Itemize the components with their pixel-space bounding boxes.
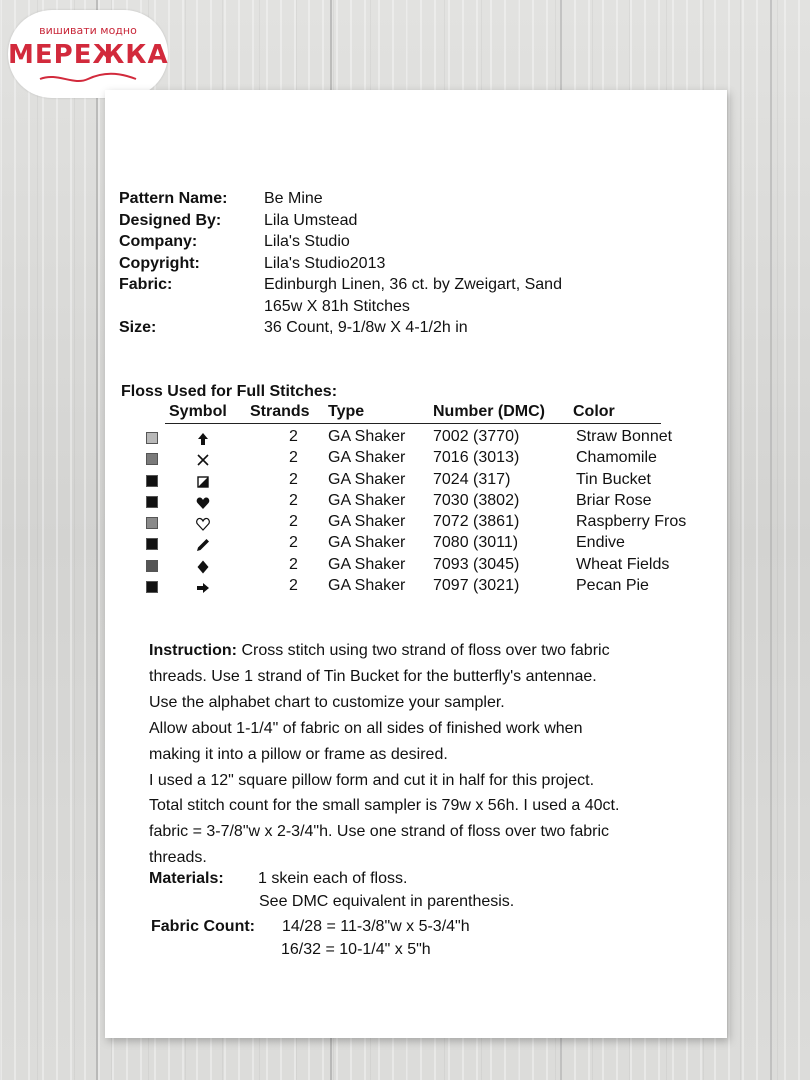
floss-title: Floss Used for Full Stitches: bbox=[121, 383, 338, 400]
instruction-line: Total stitch count for the small sampler is 79w x 56h. I used a 40ct. bbox=[149, 797, 620, 815]
number-cell: 7024 (317) bbox=[433, 470, 511, 488]
brand-logo bbox=[8, 10, 168, 98]
up-arrow-icon bbox=[195, 431, 211, 447]
number-cell: 7093 (3045) bbox=[433, 555, 520, 573]
type-cell: GA Shaker bbox=[328, 470, 406, 488]
half-square-icon bbox=[195, 474, 211, 490]
materials-label: Materials: bbox=[149, 870, 224, 887]
meta-value: Lila's Studio2013 bbox=[264, 254, 386, 272]
type-cell: GA Shaker bbox=[328, 577, 406, 595]
type-cell: GA Shaker bbox=[328, 534, 406, 552]
fabric-count-label: Fabric Count: bbox=[151, 918, 255, 935]
type-cell: GA Shaker bbox=[328, 428, 406, 445]
number-cell: 7002 (3770) bbox=[433, 428, 520, 445]
color-cell: Tin Bucket bbox=[576, 470, 651, 488]
instruction-text: Cross stitch using two strand of floss over two fabric bbox=[237, 642, 610, 659]
table-row bbox=[105, 556, 727, 577]
table-row bbox=[105, 471, 727, 492]
number-cell: 7080 (3011) bbox=[433, 534, 519, 552]
instruction-line: threads. Use 1 strand of Tin Bucket for the butterfly's antennae. bbox=[149, 667, 597, 685]
header-underline bbox=[165, 423, 661, 424]
instruction-label: Instruction: bbox=[149, 642, 237, 659]
pattern-sheet bbox=[105, 90, 727, 1038]
strands-cell: 2 bbox=[289, 577, 298, 595]
number-cell: 7030 (3802) bbox=[433, 491, 520, 509]
table-row bbox=[105, 428, 727, 449]
meta-label: Copyright: bbox=[119, 254, 200, 272]
meta-value: 36 Count, 9-1/8w X 4-1/2h in bbox=[264, 319, 468, 336]
right-arrow-icon bbox=[195, 580, 211, 596]
color-swatch bbox=[146, 581, 158, 593]
color-swatch bbox=[146, 560, 158, 572]
color-swatch bbox=[146, 517, 158, 529]
color-swatch bbox=[146, 496, 158, 508]
instruction-line: fabric = 3-7/8"w x 2-3/4"h. Use one strand of floss over two fabric bbox=[149, 823, 610, 841]
logo-thread-icon bbox=[38, 72, 138, 86]
header-strands: Strands bbox=[250, 403, 310, 420]
meta-label: Size: bbox=[119, 319, 157, 336]
color-cell: Endive bbox=[576, 534, 625, 552]
meta-value: Lila's Studio bbox=[264, 233, 350, 250]
floss-table-body bbox=[105, 428, 727, 598]
color-cell: Briar Rose bbox=[576, 491, 652, 509]
meta-label: Designed By: bbox=[119, 211, 222, 229]
color-cell: Chamomile bbox=[576, 449, 657, 467]
instruction-line: I used a 12" square pillow form and cut it in half for this project. bbox=[149, 771, 595, 789]
header-type: Type bbox=[328, 403, 365, 420]
instruction-block bbox=[149, 638, 709, 871]
strands-cell: 2 bbox=[289, 555, 298, 573]
materials-line bbox=[149, 893, 709, 916]
instruction-line: Allow about 1-1/4" of fabric on all sides of finished work when bbox=[149, 719, 583, 737]
fabric-count-text: 14/28 = 11-3/8"w x 5-3/4"h bbox=[282, 918, 470, 935]
header-symbol: Symbol bbox=[169, 403, 227, 420]
instruction-line bbox=[149, 638, 709, 664]
header-number: Number (DMC) bbox=[433, 403, 545, 420]
strands-cell: 2 bbox=[289, 428, 298, 445]
strands-cell: 2 bbox=[289, 491, 298, 509]
meta-value: Be Mine bbox=[264, 190, 323, 207]
type-cell: GA Shaker bbox=[328, 513, 406, 531]
meta-label: Pattern Name: bbox=[119, 190, 228, 207]
materials-block bbox=[149, 870, 709, 964]
diamond-icon bbox=[195, 559, 211, 575]
strands-cell: 2 bbox=[289, 534, 298, 552]
instruction-line: threads. bbox=[149, 849, 207, 867]
type-cell: GA Shaker bbox=[328, 555, 406, 573]
materials-text: See DMC equivalent in parenthesis. bbox=[259, 893, 515, 910]
color-swatch bbox=[146, 538, 158, 550]
strands-cell: 2 bbox=[289, 513, 298, 531]
color-cell: Straw Bonnet bbox=[576, 428, 673, 445]
logo-brand: МЕРЕЖКА bbox=[8, 40, 169, 70]
table-row bbox=[105, 513, 727, 534]
strands-cell: 2 bbox=[289, 470, 298, 488]
fabric-count-line bbox=[149, 941, 709, 964]
type-cell: GA Shaker bbox=[328, 491, 406, 509]
meta-value: Edinburgh Linen, 36 ct. by Zweigart, Sand bbox=[264, 276, 562, 293]
instruction-line: Use the alphabet chart to customize your sampler. bbox=[149, 693, 505, 711]
type-cell: GA Shaker bbox=[328, 449, 406, 467]
meta-value: Lila Umstead bbox=[264, 211, 358, 229]
color-swatch bbox=[146, 432, 158, 444]
color-cell: Raspberry Fros bbox=[576, 513, 687, 531]
meta-value: 165w X 81h Stitches bbox=[264, 297, 410, 315]
color-swatch bbox=[146, 475, 158, 487]
color-cell: Wheat Fields bbox=[576, 555, 670, 573]
color-cell: Pecan Pie bbox=[576, 577, 649, 595]
heart-outline-icon bbox=[195, 516, 211, 532]
number-cell: 7016 (3013) bbox=[433, 449, 520, 467]
color-swatch bbox=[146, 453, 158, 465]
meta-label: Fabric: bbox=[119, 276, 173, 293]
pencil-icon bbox=[195, 537, 211, 553]
table-row bbox=[105, 492, 727, 513]
table-row bbox=[105, 577, 727, 598]
cross-icon bbox=[195, 452, 211, 468]
header-color: Color bbox=[573, 403, 615, 420]
heart-filled-icon bbox=[195, 495, 211, 511]
number-cell: 7072 (3861) bbox=[433, 513, 520, 531]
materials-text: 1 skein each of floss. bbox=[258, 870, 408, 887]
meta-label: Company: bbox=[119, 233, 198, 250]
instruction-line: making it into a pillow or frame as desired. bbox=[149, 745, 448, 763]
fabric-count-text: 16/32 = 10-1/4" x 5"h bbox=[281, 941, 431, 958]
strands-cell: 2 bbox=[289, 449, 298, 467]
materials-line bbox=[149, 870, 709, 893]
number-cell: 7097 (3021) bbox=[433, 577, 520, 595]
table-row bbox=[105, 449, 727, 470]
table-row bbox=[105, 534, 727, 555]
fabric-count-line bbox=[149, 918, 709, 941]
floss-table-header bbox=[105, 403, 665, 425]
logo-tagline: вишивати модно bbox=[39, 24, 137, 37]
